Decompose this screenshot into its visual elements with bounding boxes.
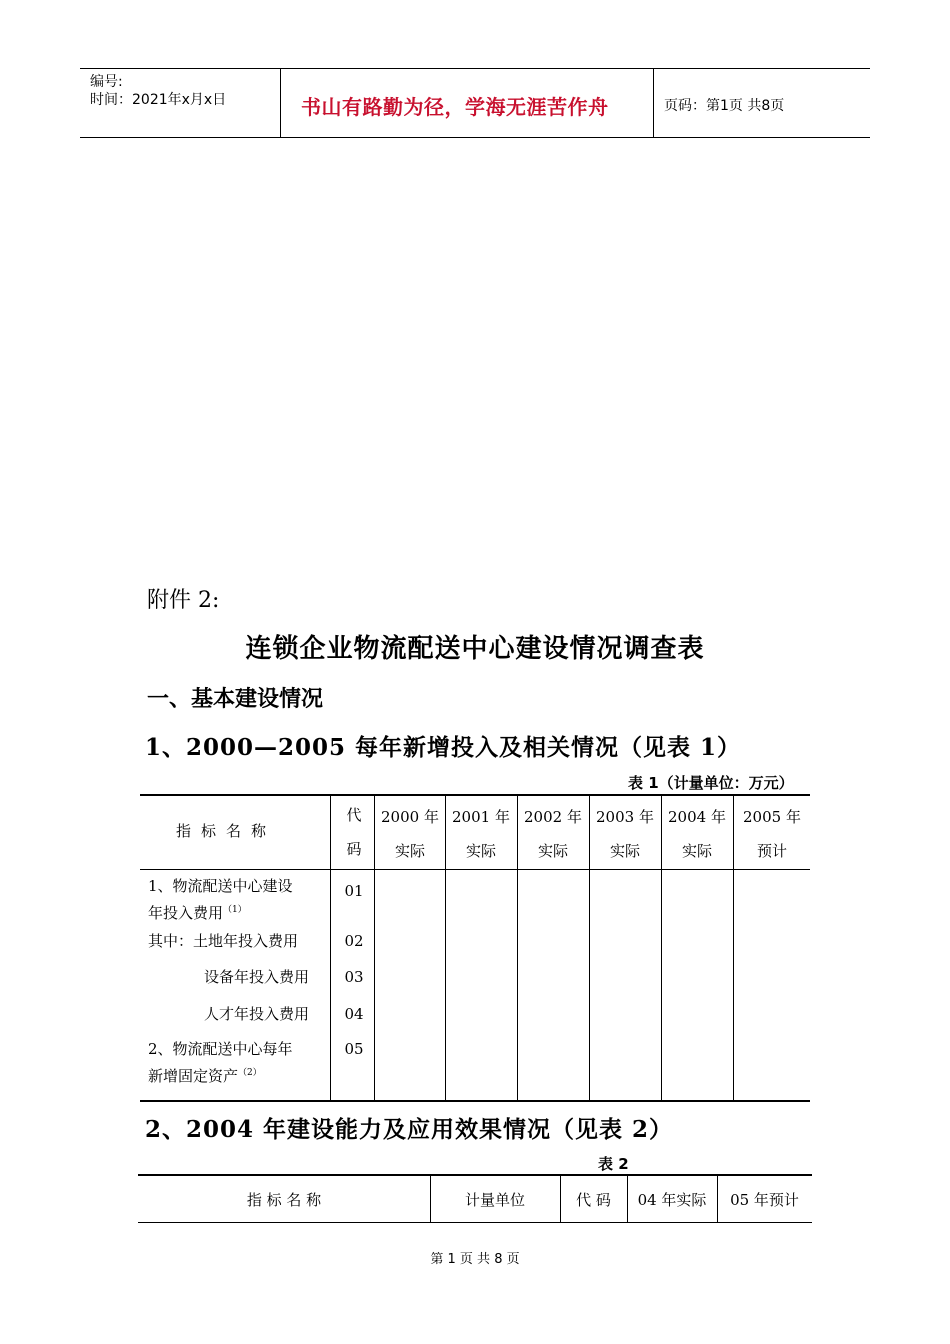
time-line: 时间：2021年x月x日: [90, 92, 227, 108]
subsection-heading-2: 2、2004 年建设能力及应用效果情况（见表 2）: [145, 1116, 674, 1143]
table-row: 人才年投入费用: [204, 1005, 310, 1023]
header-year-2000: 2000 年 实际: [381, 808, 439, 860]
header-year-2002: 2002 年 实际: [524, 808, 582, 860]
number-label: 编号:: [90, 74, 123, 90]
page-info: 页码：第1页 共8页: [664, 98, 785, 114]
table-row: 设备年投入费用: [204, 968, 310, 986]
header-year-2001: 2001 年 实际: [452, 808, 510, 860]
header-unit: 计量单位: [464, 1191, 525, 1209]
motto: 书山有路勤为径，学海无涯苦作舟: [301, 95, 609, 119]
row-code: 04: [344, 1005, 364, 1023]
header-year-2005: 2005 年 预计: [743, 808, 801, 860]
header-2005-forecast: 05 年预计: [730, 1191, 799, 1209]
header-year-2003: 2003 年 实际: [596, 808, 654, 860]
row-code: 01: [344, 882, 364, 900]
header-code: 代 码: [346, 806, 362, 858]
row-code: 02: [344, 932, 364, 950]
row-code: 05: [344, 1040, 364, 1058]
header-motto-cell: [281, 69, 654, 137]
page-header: [80, 68, 870, 138]
section-heading: 一、基本建设情况: [147, 687, 324, 712]
table1-caption: 表 1（计量单位：万元）: [628, 774, 794, 792]
header-indicator-name: 指 标 名 称: [246, 1191, 322, 1209]
row-code: 03: [344, 968, 364, 986]
header-indicator-name: 指标名称: [176, 822, 277, 840]
header-left-cell: [80, 69, 281, 137]
document-title: 连锁企业物流配送中心建设情况调查表: [245, 634, 705, 664]
table-row: 2、物流配送中心每年 新增固定资产$^{(2)}$: [148, 1040, 293, 1085]
header-2004-actual: 04 年实际: [637, 1191, 707, 1209]
page-footer: 第 1 页 共 8 页: [430, 1252, 520, 1267]
capacity-table: [138, 1174, 812, 1223]
table2-caption: 表 2: [598, 1155, 629, 1173]
header-code: 代 码: [576, 1191, 611, 1209]
table-row: 其中：土地年投入费用: [148, 932, 299, 950]
table-row: 1、物流配送中心建设 年投入费用$^{(1)}$: [148, 877, 293, 922]
subsection-heading-1: 1、2000—2005 每年新增投入及相关情况（见表 1）: [145, 734, 742, 761]
investment-table: [140, 794, 810, 1102]
header-year-2004: 2004 年 实际: [668, 808, 726, 860]
attachment-label: 附件 2:: [147, 588, 220, 613]
